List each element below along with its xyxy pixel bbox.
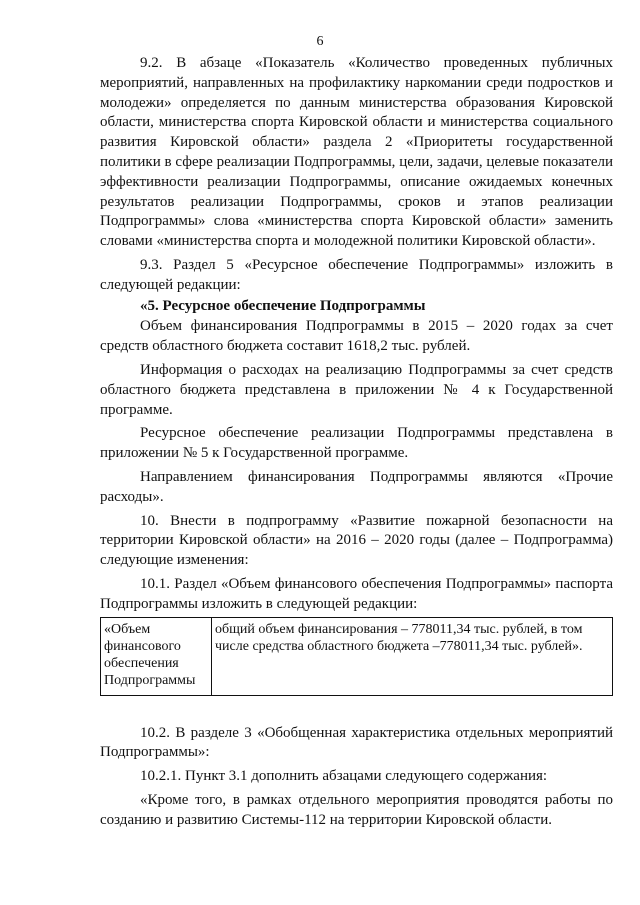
paragraph-10-2-1: 10.2.1. Пункт 3.1 дополнить абзацами следующего содержания:: [140, 768, 548, 785]
paragraph-system-112: «Кроме того, в рамках отдельного мероприятия проводятся работы по созданию и развитию Системы-112 на территории Кировской области.: [100, 791, 613, 828]
after-table-block: [100, 724, 613, 831]
paragraph-funding-direction: Направлением финансирования Подпрограммы являются «Прочие расходы».: [100, 468, 613, 505]
paragraph-10-2: 10.2. В разделе 3 «Обобщенная характеристика отдельных мероприятий Подпрограммы»:: [100, 724, 613, 761]
table-label-cell: «Объем финансового обеспечения Подпрограммы: [101, 617, 212, 695]
paragraph-10: 10. Внести в подпрограмму «Развитие пожарной безопасности на территории Кировской области» на 2016 – 2020 годы (далее – Подпрограмма) следующие изменения:: [100, 512, 613, 569]
paragraph-funding-volume: Объем финансирования Подпрограммы в 2015 – 2020 годах за счет средств областного бюджета составит 1618,2 тыс. рублей.: [100, 318, 613, 355]
document-body: [100, 54, 613, 835]
page-number: 6: [316, 34, 324, 49]
table-row: [101, 617, 613, 695]
passport-table: [100, 617, 613, 696]
table-value-cell: общий объем финансирования – 778011,34 тыс. рублей, в том числе средства областного бюджета –778011,34 тыс. рублей».: [212, 617, 613, 695]
paragraph-expenses-info: Информация о расходах на реализацию Подпрограммы за счет средств областного бюджета представлена в приложении № 4 к Государственной программе.: [100, 361, 613, 418]
paragraph-9-3: 9.3. Раздел 5 «Ресурсное обеспечение Подпрограммы» изложить в следующей редакции:: [100, 256, 613, 293]
paragraph-9-2: 9.2. В абзаце «Показатель «Количество проведенных публичных мероприятий, направленных на профилактику наркомании среди подростков и молодежи» определяется по данным министерства образования Кировской области, министерства спорта Кировской области и министерства социального развития Кировской области» раздела 2 «Приоритеты государственной политики в сфере реализации Подпрограммы, цели, задачи, целевые показатели эффективности реализации Подпрограммы, описание ожидаемых конечных результатов реализации Подпрограммы, сроков и этапов реализации Подпрограммы» слова «министерства спорта Кировской области» заменить словами «министерства спорта и молодежной политики Кировской области».: [100, 55, 613, 250]
paragraph-resource-support: Ресурсное обеспечение реализации Подпрограммы представлена в приложении № 5 к Государственной программе.: [100, 425, 613, 462]
section-heading: «5. Ресурсное обеспечение Подпрограммы: [140, 297, 426, 314]
paragraph-10-1: 10.1. Раздел «Объем финансового обеспечения Подпрограммы» паспорта Подпрограммы изложить в следующей редакции:: [100, 575, 613, 612]
